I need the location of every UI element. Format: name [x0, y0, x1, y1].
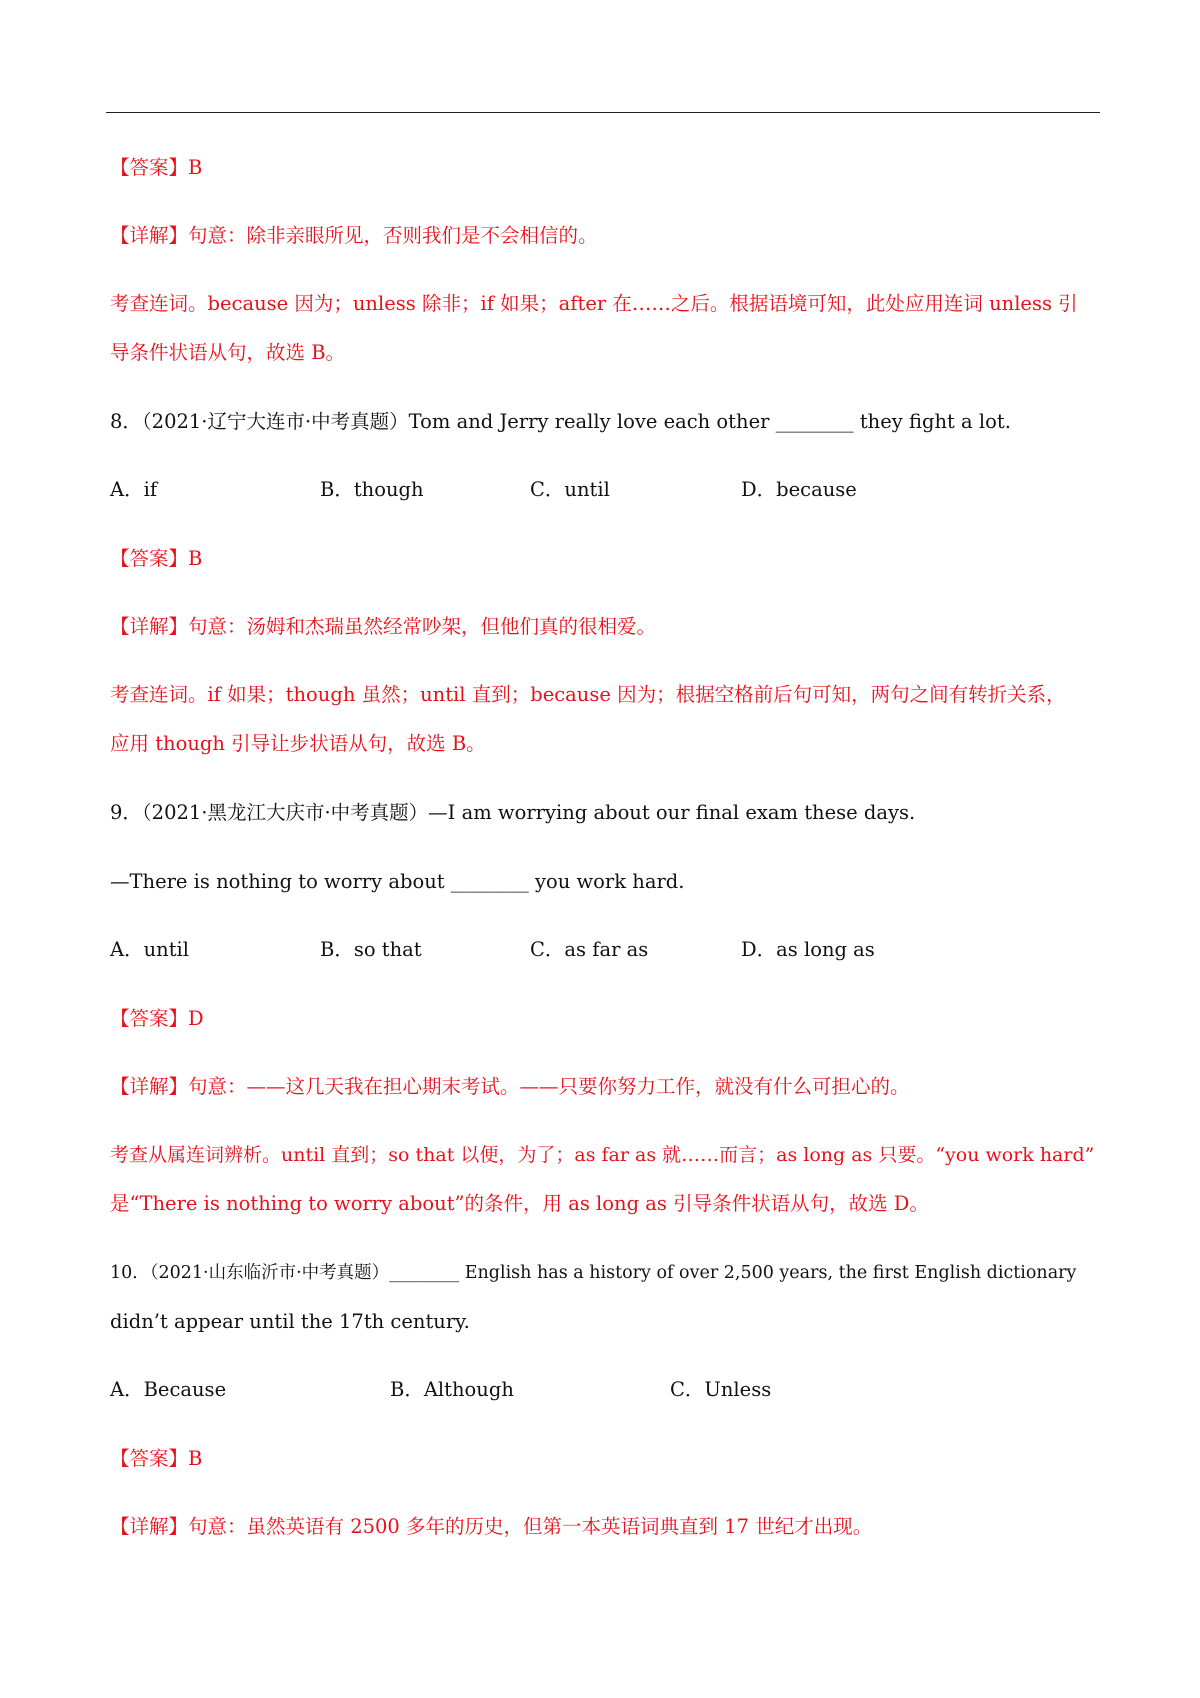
q9-option-c: C．as far as [530, 938, 649, 961]
q9-option-d: D．as long as [741, 938, 875, 961]
q10-detail: 【详解】句意：虽然英语有 2500 多年的历史，但第一本英语词典直到 17 世纪才出现。 [110, 1515, 873, 1538]
q8-explanation-line-1: 考查连词。if 如果；though 虽然；until 直到；because 因为；根据空格前后句可知，两句之间有转折关系， [110, 683, 1066, 706]
q9-option-a: A．until [110, 938, 190, 961]
q9-explanation-line-1: 考查从属连词辨析。until 直到；so that 以便，为了；as far as 就……而言；as long as 只要。“you work hard” [110, 1144, 1095, 1166]
header-rule [106, 112, 1100, 113]
q8-answer: 【答案】B [110, 547, 203, 570]
q8-option-c: C．until [530, 478, 610, 501]
q10-option-c: C．Unless [670, 1378, 772, 1401]
q7-explanation-line-2: 导条件状语从句，故选 B。 [110, 341, 346, 364]
q8-option-b: B．though [320, 478, 424, 501]
q9-answer: 【答案】D [110, 1007, 204, 1030]
q8-detail: 【详解】句意：汤姆和杰瑞虽然经常吵架，但他们真的很相爱。 [110, 615, 657, 638]
q9-option-b: B．so that [320, 938, 422, 961]
q9-stem: 9．（2021·黑龙江大庆市·中考真题）—I am worrying about our final exam these days. [110, 801, 916, 824]
q9-stem-line-2: —There is nothing to worry about ________ you work hard. [110, 870, 685, 893]
q8-option-d: D．because [741, 478, 857, 501]
q7-detail: 【详解】句意：除非亲眼所见，否则我们是不会相信的。 [110, 224, 598, 247]
q10-answer: 【答案】B [110, 1447, 203, 1470]
q10-stem: 10．（2021·山东临沂市·中考真题）________ English has a history of over 2,500 years, the first English dictionary [110, 1263, 1077, 1283]
q8-explanation-line-2: 应用 though 引导让步状语从句，故选 B。 [110, 732, 486, 755]
q10-option-a: A．Because [110, 1378, 227, 1401]
q9-detail: 【详解】句意：——这几天我在担心期末考试。——只要你努力工作，就没有什么可担心的。 [110, 1075, 910, 1098]
q8-stem: 8．（2021·辽宁大连市·中考真题）Tom and Jerry really love each other ________ they fight a lot. [110, 410, 1011, 433]
q7-explanation-line-1: 考查连词。because 因为；unless 除非；if 如果；after 在……之后。根据语境可知，此处应用连词 unless 引 [110, 292, 1078, 315]
q10-option-b: B．Although [390, 1378, 514, 1401]
q7-answer: 【答案】B [110, 156, 203, 179]
q8-option-a: A．if [110, 478, 158, 501]
q10-stem-line-2: didn’t appear until the 17th century. [110, 1310, 470, 1333]
q9-explanation-line-2: 是“There is nothing to worry about”的条件，用 as long as 引导条件状语从句，故选 D。 [110, 1192, 929, 1215]
